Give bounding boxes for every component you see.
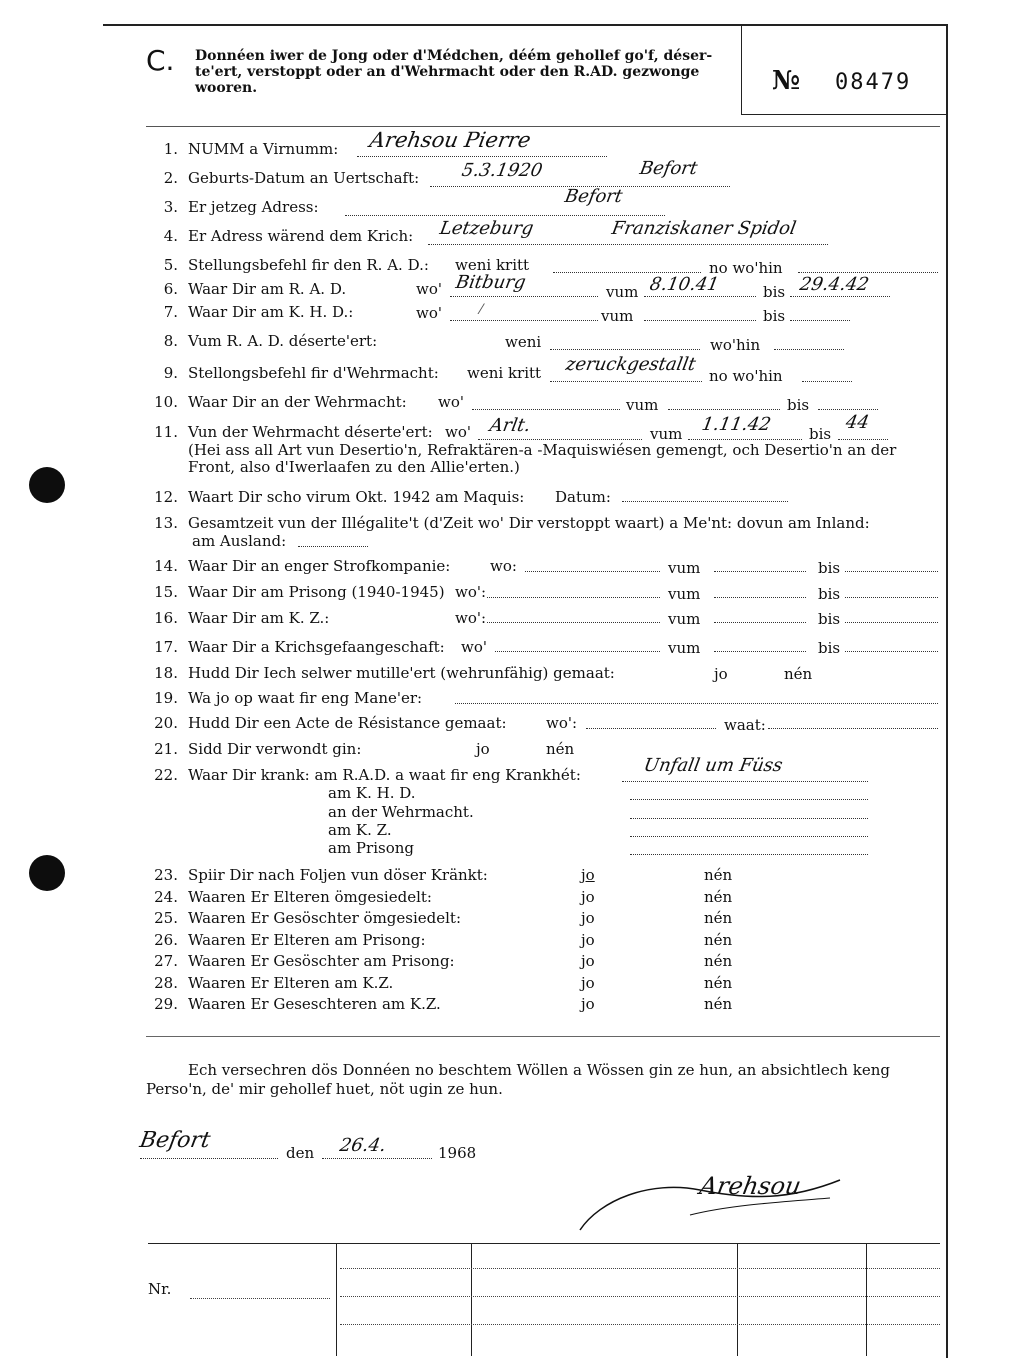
row-13-abroad-line bbox=[298, 546, 368, 547]
row-label: Waar Dir an enger Strofkompanie: bbox=[188, 557, 451, 575]
row-16-from-label: vum bbox=[668, 610, 701, 628]
row-24-yes[interactable]: jo bbox=[581, 888, 595, 906]
row-label: Waaren Er Gesöschter am Prisong: bbox=[188, 952, 455, 970]
war-address-city-field[interactable]: Letzeburg bbox=[438, 218, 536, 239]
row-25-no[interactable]: nén bbox=[704, 909, 733, 927]
row-label: Waaren Er Geseschteren am K.Z. bbox=[188, 995, 441, 1013]
header-number-box-bottom bbox=[741, 114, 946, 115]
row-number: 8. bbox=[163, 332, 178, 350]
row-26 bbox=[148, 931, 426, 949]
row-14-to-label: bis bbox=[818, 559, 841, 577]
row-label: Waar Dir krank: am R.A.D. a waat fir eng Krankhét: bbox=[188, 766, 581, 784]
address-field-line bbox=[345, 215, 665, 216]
row-16-from-line bbox=[714, 622, 806, 623]
row-18-yes[interactable]: jo bbox=[714, 665, 728, 683]
row-number: 1. bbox=[163, 140, 178, 158]
place-signed-field[interactable]: Befort bbox=[137, 1128, 213, 1153]
row-number: 29. bbox=[154, 995, 178, 1013]
row-6-where-label: wo' bbox=[416, 280, 442, 298]
row-12 bbox=[148, 488, 524, 506]
row-9-where-line bbox=[802, 381, 852, 382]
row-label: Vun der Wehrmacht déserte'ert: bbox=[188, 423, 433, 441]
row-28-yes[interactable]: jo bbox=[581, 974, 595, 992]
row-8-when-label: weni bbox=[505, 333, 542, 351]
row-label: Stellungsbefehl fir den R. A. D.: bbox=[188, 256, 429, 274]
row-17-to-label: bis bbox=[818, 639, 841, 657]
row-7 bbox=[148, 303, 353, 321]
row-label: Hudd Dir een Acte de Résistance gemaat: bbox=[188, 714, 507, 732]
row-15-to-label: bis bbox=[818, 585, 841, 603]
row-number: 19. bbox=[154, 689, 178, 707]
row-10-to-label: bis bbox=[787, 396, 810, 414]
row-27-yes[interactable]: jo bbox=[581, 952, 595, 970]
row-number: 22. bbox=[154, 766, 178, 784]
row-label: Waar Dir am K. H. D.: bbox=[188, 303, 354, 321]
birth-date-field[interactable]: 5.3.1920 bbox=[460, 160, 545, 181]
row-6-where-line bbox=[450, 296, 598, 297]
row-24 bbox=[148, 888, 432, 906]
row-8-when-line bbox=[550, 349, 700, 350]
row-14-where-label: wo: bbox=[490, 557, 517, 575]
row-label: Sidd Dir verwondt gin: bbox=[188, 740, 362, 758]
row-10-from-line bbox=[668, 409, 780, 410]
desert-from-field[interactable]: 1.11.42 bbox=[700, 414, 773, 435]
form-number: 08479 bbox=[835, 70, 912, 95]
row-13-abroad-label: am Ausland: bbox=[192, 532, 287, 550]
row-9-when-label: weni kritt bbox=[467, 364, 542, 382]
row-29-yes[interactable]: jo bbox=[581, 995, 595, 1013]
row-16-to-label: bis bbox=[818, 610, 841, 628]
row-20-where-label: wo': bbox=[546, 714, 578, 732]
row-20 bbox=[148, 714, 507, 732]
row-6-to-label: bis bbox=[763, 283, 786, 301]
row-25 bbox=[148, 909, 461, 927]
row-6-from-label: vum bbox=[606, 283, 639, 301]
rad-to-field[interactable]: 29.4.42 bbox=[798, 274, 871, 295]
row-21 bbox=[148, 740, 361, 758]
row-7-from-line bbox=[644, 320, 756, 321]
row-number: 15. bbox=[154, 583, 178, 601]
row-5 bbox=[148, 256, 429, 274]
row-label: Stellongsbefehl fir d'Wehrmacht: bbox=[188, 364, 439, 382]
row-number: 9. bbox=[163, 364, 178, 382]
row-2 bbox=[148, 169, 419, 187]
desert-to-field[interactable]: 44 bbox=[844, 412, 871, 433]
row-5-where-label: no wo'hin bbox=[709, 259, 783, 277]
row-4 bbox=[148, 227, 413, 245]
row-20-what-line bbox=[768, 728, 938, 729]
row-number: 24. bbox=[154, 888, 178, 906]
footer-col-divider-3 bbox=[737, 1243, 738, 1356]
row-label: Waar Dir am R. A. D. bbox=[188, 280, 347, 298]
birth-place-field[interactable]: Befort bbox=[638, 158, 700, 179]
row-17 bbox=[148, 638, 445, 656]
name-field-line bbox=[357, 156, 607, 157]
row-16 bbox=[148, 609, 329, 627]
row-label: Waaren Er Gesöschter ömgesiedelt: bbox=[188, 909, 462, 927]
row-number: 10. bbox=[154, 393, 178, 411]
row-1 bbox=[148, 140, 338, 158]
row-11-to-line bbox=[838, 439, 888, 440]
row-15-from-line bbox=[714, 597, 806, 598]
row-14-to-line bbox=[845, 571, 938, 572]
row-number: 12. bbox=[154, 488, 178, 506]
row-18-no[interactable]: nén bbox=[784, 665, 813, 683]
row-label: Geburts-Datum an Uertschaft: bbox=[188, 169, 420, 187]
row-label: Waar Dir am Prisong (1940-1945) bbox=[188, 583, 445, 601]
footer-row-3 bbox=[340, 1324, 940, 1325]
row-number: 25. bbox=[154, 909, 178, 927]
row-27 bbox=[148, 952, 455, 970]
row-22-line-1 bbox=[622, 781, 868, 782]
row-13 bbox=[148, 514, 870, 532]
row-29-no[interactable]: nén bbox=[704, 995, 733, 1013]
row-number: 5. bbox=[163, 256, 178, 274]
row-27-no[interactable]: nén bbox=[704, 952, 733, 970]
wehrmacht-order-field[interactable]: zeruckgestallt bbox=[564, 354, 698, 375]
row-number: 28. bbox=[154, 974, 178, 992]
signature-field[interactable]: Arehsou bbox=[697, 1172, 804, 1200]
row-number: 17. bbox=[154, 638, 178, 656]
row-12-date-label: Datum: bbox=[555, 488, 611, 506]
row-22-line-3 bbox=[630, 818, 868, 819]
name-field[interactable]: Arehsou Pierre bbox=[367, 128, 533, 152]
punch-hole-bottom bbox=[29, 855, 65, 891]
row-label: Waart Dir scho virum Okt. 1942 am Maquis: bbox=[188, 488, 525, 506]
row-8 bbox=[148, 332, 377, 350]
row-17-from-line bbox=[714, 651, 806, 652]
row-20-what-label: waat: bbox=[724, 716, 766, 734]
row-22-line-2 bbox=[630, 799, 868, 800]
row-label: Er Adress wärend dem Krich: bbox=[188, 227, 414, 245]
row-number: 13. bbox=[154, 514, 178, 532]
row-21-yes[interactable]: jo bbox=[476, 740, 490, 758]
row-21-no[interactable]: nén bbox=[546, 740, 575, 758]
row-label: Wa jo op waat fir eng Mane'er: bbox=[188, 689, 423, 707]
header-rule bbox=[146, 126, 940, 127]
nr-label: Nr. bbox=[148, 1280, 172, 1298]
row-23-no[interactable]: nén bbox=[704, 866, 733, 884]
row-9-when-line bbox=[550, 381, 702, 382]
row-12-date-line bbox=[622, 501, 788, 502]
row-8-where-line bbox=[774, 349, 844, 350]
row-label: Waar Dir a Krichsgefaangeschaft: bbox=[188, 638, 445, 656]
row-17-where-line bbox=[495, 651, 660, 652]
form-title-line-3: wooren. bbox=[195, 80, 258, 96]
row-5-where-line bbox=[798, 272, 938, 273]
row-10-from-label: vum bbox=[626, 396, 659, 414]
row-26-yes[interactable]: jo bbox=[581, 931, 595, 949]
row-7-to-line bbox=[790, 320, 850, 321]
declaration-line-1: Ech versechren dös Donnéen no beschtem Wöllen a Wössen gin ze hun, an absichtlech keng bbox=[188, 1061, 890, 1079]
den-label: den bbox=[286, 1144, 315, 1162]
row-6 bbox=[148, 280, 346, 298]
row-label: Er jetzeg Adress: bbox=[188, 198, 319, 216]
rad-where-field[interactable]: Bitburg bbox=[454, 272, 528, 293]
footer-top-rule bbox=[148, 1243, 940, 1244]
row-16-where-line bbox=[487, 622, 660, 623]
row-11-where-line bbox=[478, 439, 642, 440]
row-5-when-line bbox=[553, 272, 701, 273]
row-16-where-label: wo': bbox=[455, 609, 487, 627]
row-22 bbox=[148, 766, 581, 784]
row-22-line-5 bbox=[630, 854, 868, 855]
header-divider bbox=[741, 26, 742, 114]
row-number: 4. bbox=[163, 227, 178, 245]
row-22-kz: am K. Z. bbox=[328, 821, 392, 839]
row-19 bbox=[148, 689, 422, 707]
row-number: 21. bbox=[154, 740, 178, 758]
row-5-when-label: weni kritt bbox=[455, 256, 530, 274]
row-number: 11. bbox=[154, 423, 178, 441]
row-label: Waaren Er Elteren am Prisong: bbox=[188, 931, 426, 949]
row-14-where-line bbox=[525, 571, 660, 572]
row-14-from-label: vum bbox=[668, 559, 701, 577]
row-17-from-label: vum bbox=[668, 639, 701, 657]
row-15-to-line bbox=[845, 597, 938, 598]
declaration-rule bbox=[146, 1036, 940, 1037]
number-sign: № bbox=[772, 66, 801, 96]
row-10-to-line bbox=[818, 409, 878, 410]
row-7-from-label: vum bbox=[601, 307, 634, 325]
current-address-field[interactable]: Befort bbox=[563, 186, 625, 207]
row-11-from-label: vum bbox=[650, 425, 683, 443]
row-number: 18. bbox=[154, 664, 178, 682]
row-19-line bbox=[455, 703, 938, 704]
row-label: Waaren Er Elteren am K.Z. bbox=[188, 974, 394, 992]
war-address-street-field[interactable]: Franziskaner Spidol bbox=[610, 218, 798, 239]
row-22-wehrmacht: an der Wehrmacht. bbox=[328, 803, 474, 821]
row-29 bbox=[148, 995, 441, 1013]
war-address-line bbox=[428, 244, 828, 245]
row-17-to-line bbox=[845, 651, 938, 652]
row-15 bbox=[148, 583, 445, 601]
row-25-yes[interactable]: jo bbox=[581, 909, 595, 927]
row-number: 23. bbox=[154, 866, 178, 884]
row-3 bbox=[148, 198, 319, 216]
declaration-line-2: Perso'n, de' mir gehollef huet, nöt ugin ze hun. bbox=[146, 1080, 503, 1098]
row-18 bbox=[148, 664, 615, 682]
row-label: NUMM a Virnumm: bbox=[188, 140, 339, 158]
row-22-prisong: am Prisong bbox=[328, 839, 414, 857]
row-label: Hudd Dir Iech selwer mutille'ert (wehrunfähig) gemaat: bbox=[188, 664, 615, 682]
dash-mark: ⁄ bbox=[480, 302, 483, 318]
row-number: 3. bbox=[163, 198, 178, 216]
row-number: 26. bbox=[154, 931, 178, 949]
row-label: Waar Dir an der Wehrmacht: bbox=[188, 393, 407, 411]
row-11-to-label: bis bbox=[809, 425, 832, 443]
row-26-no[interactable]: nén bbox=[704, 931, 733, 949]
row-9 bbox=[148, 364, 439, 382]
form-title bbox=[195, 48, 735, 96]
row-number: 16. bbox=[154, 609, 178, 627]
row-number: 27. bbox=[154, 952, 178, 970]
date-line bbox=[322, 1158, 432, 1159]
year-label: 1968 bbox=[438, 1144, 477, 1162]
row-11-from-line bbox=[688, 439, 802, 440]
row-28-no[interactable]: nén bbox=[704, 974, 733, 992]
row-label: Gesamtzeit vun der Illégalite't (d'Zeit wo' Dir verstoppt waart) a Me'nt: dovun am Inland: bbox=[188, 514, 870, 532]
row-7-to-label: bis bbox=[763, 307, 786, 325]
rad-from-field[interactable]: 8.10.41 bbox=[648, 274, 721, 295]
row-number: 2. bbox=[163, 169, 178, 187]
nr-line bbox=[190, 1298, 330, 1299]
row-label: Spiir Dir nach Foljen vun döser Kränkt: bbox=[188, 866, 488, 884]
row-number: 6. bbox=[163, 280, 178, 298]
row-11-note-2: Front, also d'Iwerlaafen zu den Allie'erten.) bbox=[188, 458, 520, 476]
row-15-where-line bbox=[487, 597, 660, 598]
footer-col-divider-1 bbox=[336, 1243, 337, 1356]
row-10-where-line bbox=[472, 409, 620, 410]
row-label: Waar Dir am K. Z.: bbox=[188, 609, 330, 627]
row-15-from-label: vum bbox=[668, 585, 701, 603]
row-7-where-line bbox=[450, 320, 598, 321]
row-14-from-line bbox=[714, 571, 806, 572]
form-title-line-1: Donnéen iwer de Jong oder d'Médchen, déém gehollef go'f, déser- bbox=[195, 48, 713, 64]
footer-row-1 bbox=[340, 1268, 940, 1269]
desert-where-field[interactable]: Arlt. bbox=[488, 415, 533, 436]
footer-col-divider-4 bbox=[866, 1243, 867, 1356]
row-23-yes[interactable]: jo bbox=[581, 866, 595, 884]
footer-col-divider-2 bbox=[471, 1243, 472, 1356]
illness-field[interactable]: Unfall um Füss bbox=[642, 755, 785, 776]
row-number: 14. bbox=[154, 557, 178, 575]
row-number: 7. bbox=[163, 303, 178, 321]
row-15-where-label: wo': bbox=[455, 583, 487, 601]
place-line bbox=[140, 1158, 278, 1159]
row-16-to-line bbox=[845, 622, 938, 623]
footer-row-2 bbox=[340, 1296, 940, 1297]
row-24-no[interactable]: nén bbox=[704, 888, 733, 906]
row-number: 20. bbox=[154, 714, 178, 732]
form-title-line-2: te'ert, verstoppt oder an d'Wehrmacht oder den R.AD. gezwonge bbox=[195, 64, 700, 80]
row-label: Waaren Er Elteren ömgesiedelt: bbox=[188, 888, 432, 906]
row-22-line-4 bbox=[630, 836, 868, 837]
row-6-to-line bbox=[790, 296, 890, 297]
row-17-where-label: wo' bbox=[461, 638, 487, 656]
row-6-from-line bbox=[644, 296, 756, 297]
punch-hole-top bbox=[29, 467, 65, 503]
signature-flourish bbox=[560, 1160, 860, 1240]
row-7-where-label: wo' bbox=[416, 304, 442, 322]
row-8-where-label: wo'hin bbox=[710, 336, 761, 354]
row-label: Vum R. A. D. déserte'ert: bbox=[188, 332, 378, 350]
row-22-khd: am K. H. D. bbox=[328, 784, 416, 802]
row-20-where-line bbox=[586, 728, 716, 729]
row-11-where-label: wo' bbox=[445, 423, 471, 441]
section-letter: C. bbox=[146, 44, 175, 77]
row-10 bbox=[148, 393, 407, 411]
row-11-note-1: (Hei ass all Art vun Desertio'n, Refraktären-a -Maquiswiésen gemengt, och Desertio'n an der bbox=[188, 441, 897, 459]
row-10-where-label: wo' bbox=[438, 393, 464, 411]
row-14 bbox=[148, 557, 450, 575]
row-28 bbox=[148, 974, 393, 992]
row-23 bbox=[148, 866, 488, 884]
row-11 bbox=[148, 423, 433, 441]
date-signed-field[interactable]: 26.4. bbox=[338, 1135, 388, 1156]
row-9-where-label: no wo'hin bbox=[709, 367, 783, 385]
